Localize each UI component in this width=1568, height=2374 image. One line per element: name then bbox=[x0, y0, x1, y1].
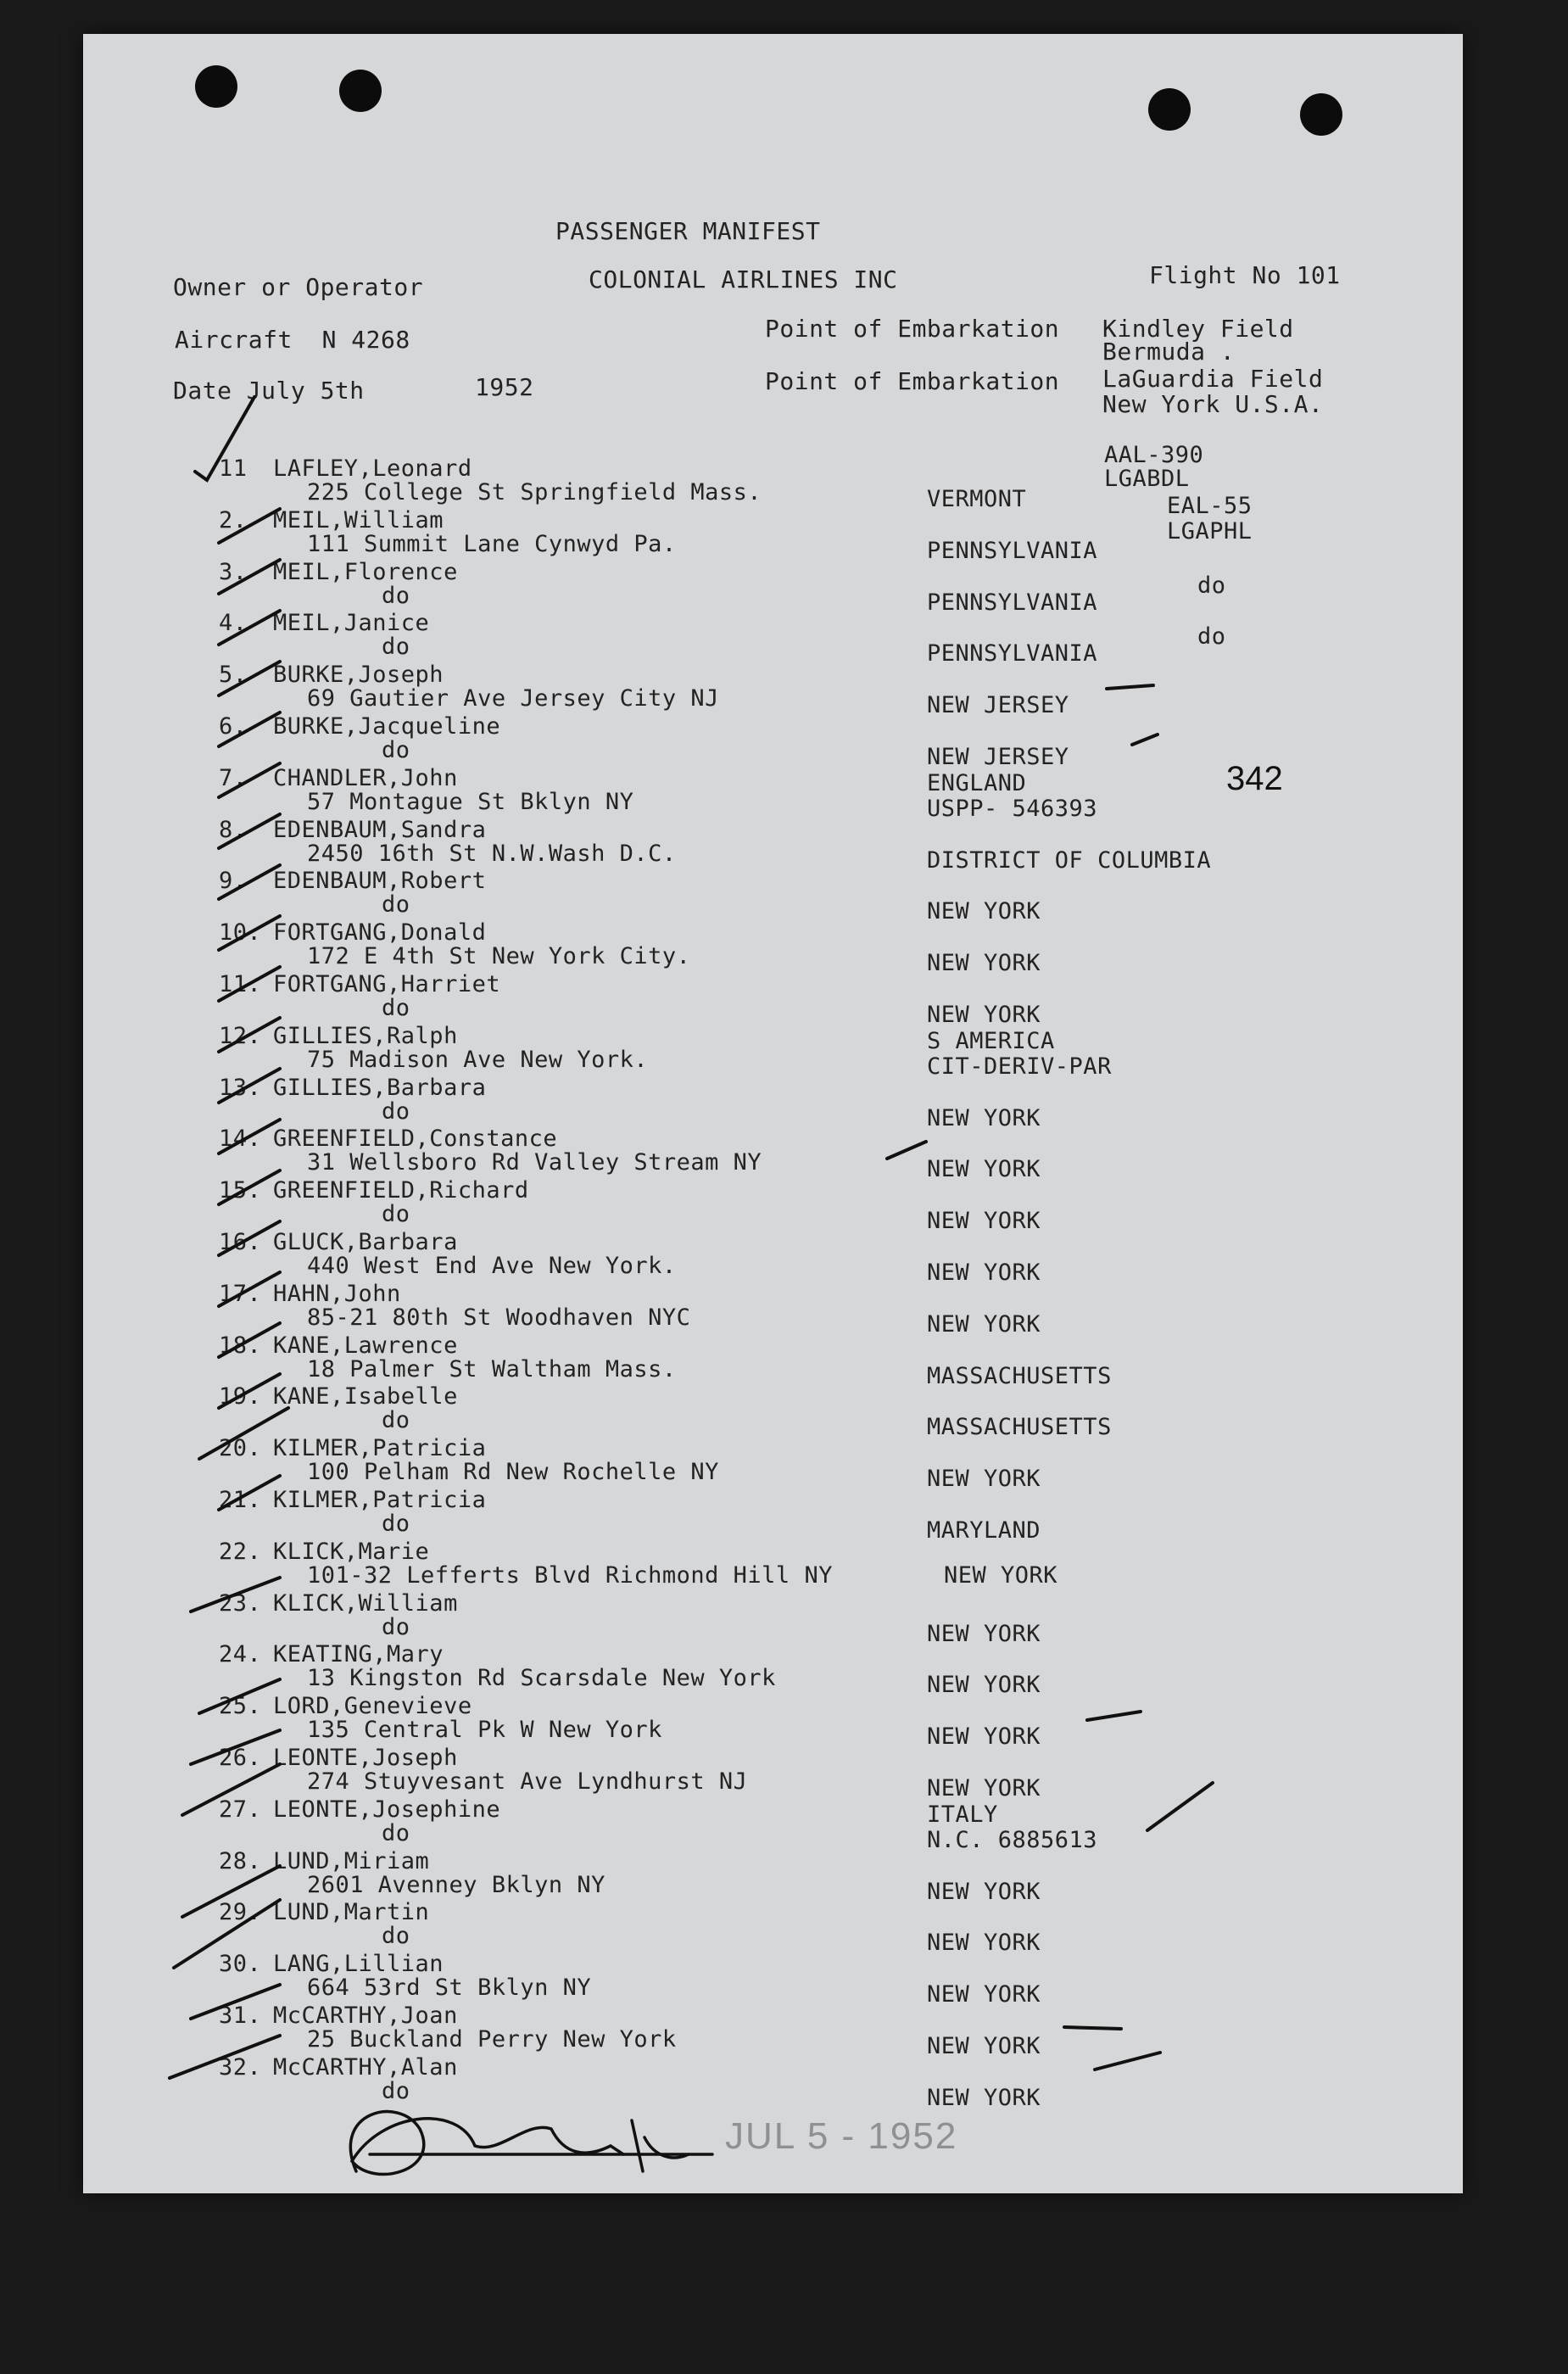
passenger-name: LAFLEY,Leonard bbox=[273, 455, 472, 482]
passenger-state: NEW YORK bbox=[927, 950, 1041, 977]
passenger-number: 22. bbox=[219, 1538, 262, 1565]
passenger-name: KILMER,Patricia bbox=[273, 1487, 487, 1513]
passenger-state: NEW YORK bbox=[927, 898, 1041, 925]
passenger-state: PENNSYLVANIA bbox=[927, 589, 1098, 616]
passenger-number: 7. bbox=[219, 764, 248, 791]
passenger-state: NEW YORK bbox=[927, 1104, 1041, 1131]
passenger-name: EDENBAUM,Robert bbox=[273, 868, 487, 895]
aircraft: Aircraft N 4268 bbox=[175, 326, 410, 354]
passenger-address: 69 Gautier Ave Jersey City NJ bbox=[307, 685, 719, 712]
passenger-state: NEW YORK bbox=[927, 1156, 1041, 1183]
passenger-address: 2601 Avenney Bklyn NY bbox=[307, 1871, 605, 1898]
passenger-address: do bbox=[382, 737, 410, 763]
passenger-number: 2. bbox=[219, 506, 248, 533]
code: EAL-55 bbox=[1167, 493, 1253, 519]
passenger-number: 23. bbox=[219, 1589, 262, 1617]
passenger-name: GILLIES,Ralph bbox=[273, 1022, 458, 1049]
passenger-name: FORTGANG,Harriet bbox=[273, 971, 501, 997]
passenger-name: GREENFIELD,Constance bbox=[273, 1126, 558, 1153]
passenger-number: 15. bbox=[219, 1177, 262, 1204]
passenger-state: NEW YORK bbox=[927, 1002, 1041, 1028]
passenger-number: 27. bbox=[219, 1796, 262, 1823]
passenger-address: 135 Central Pk W New York bbox=[307, 1717, 662, 1744]
passenger-address: do bbox=[382, 1511, 410, 1537]
passenger-state: DISTRICT OF COLUMBIA bbox=[927, 846, 1212, 874]
passenger-address: 172 E 4th St New York City. bbox=[307, 943, 691, 970]
passenger-address: do bbox=[382, 1923, 410, 1950]
flight-number: Flight No 101 bbox=[1149, 261, 1341, 289]
passenger-name: GREENFIELD,Richard bbox=[273, 1177, 529, 1204]
passenger-state: NEW YORK bbox=[927, 1310, 1041, 1338]
embark-value-2b: New York U.S.A. bbox=[1102, 390, 1324, 418]
passenger-address: 101-32 Lefferts Blvd Richmond Hill NY bbox=[307, 1561, 833, 1589]
passenger-state: NEW YORK bbox=[927, 1466, 1041, 1493]
passenger-name: HAHN,John bbox=[273, 1280, 401, 1307]
passenger-number: 12. bbox=[219, 1022, 262, 1049]
passenger-number: 11. bbox=[219, 971, 262, 997]
passenger-address: 225 College St Springfield Mass. bbox=[307, 479, 762, 506]
passenger-name: KEATING,Mary bbox=[273, 1641, 444, 1668]
passenger-state: NEW YORK bbox=[927, 1723, 1041, 1751]
passenger-name: KANE,Lawrence bbox=[273, 1332, 458, 1359]
passenger-number: 4. bbox=[219, 610, 248, 637]
punch-hole bbox=[1300, 93, 1342, 136]
passenger-state: ENGLAND bbox=[927, 769, 1027, 796]
passenger-number: 16. bbox=[219, 1229, 262, 1255]
passenger-name: McCARTHY,Alan bbox=[273, 2053, 458, 2081]
passenger-state: NEW YORK bbox=[927, 1775, 1041, 1801]
passenger-number: 18. bbox=[219, 1332, 262, 1359]
passenger-address: 2450 16th St N.W.Wash D.C. bbox=[307, 840, 677, 867]
passenger-address: 25 Buckland Perry New York bbox=[307, 2026, 677, 2053]
passenger-number: 10. bbox=[219, 919, 262, 947]
passenger-name: LUND,Miriam bbox=[273, 1847, 430, 1874]
passenger-address: do bbox=[382, 1201, 410, 1228]
passenger-name: LORD,Genevieve bbox=[273, 1693, 472, 1720]
passenger-address: do bbox=[382, 1407, 410, 1434]
passenger-address: 440 West End Ave New York. bbox=[307, 1253, 677, 1279]
passenger-name: MEIL,Janice bbox=[273, 610, 430, 637]
passenger-name: GLUCK,Barbara bbox=[273, 1229, 458, 1255]
passenger-number: 21. bbox=[219, 1487, 262, 1513]
passenger-number: 24. bbox=[219, 1641, 262, 1668]
embark-value-1b: Bermuda . bbox=[1102, 338, 1236, 366]
passenger-name: MEIL,William bbox=[273, 506, 444, 533]
code: AAL-390 bbox=[1104, 442, 1204, 468]
year: 1952 bbox=[475, 373, 534, 401]
passenger-state: NEW YORK bbox=[927, 1878, 1041, 1905]
passenger-number: 17. bbox=[219, 1280, 262, 1307]
passenger-address: do bbox=[382, 891, 410, 919]
passenger-name: CHANDLER,John bbox=[273, 764, 458, 791]
passenger-number: 30. bbox=[219, 1951, 262, 1978]
date-stamp: JUL 5 - 1952 bbox=[725, 2115, 958, 2157]
passenger-number: 26. bbox=[219, 1745, 262, 1771]
passenger-state: NEW YORK bbox=[927, 1672, 1041, 1699]
passenger-number: 13. bbox=[219, 1074, 262, 1101]
passenger-state-detail: N.C. 6885613 bbox=[927, 1826, 1098, 1853]
passenger-state: NEW YORK bbox=[927, 2084, 1041, 2111]
passenger-name: KLICK,William bbox=[273, 1589, 458, 1617]
passenger-address: 57 Montague St Bklyn NY bbox=[307, 788, 634, 815]
passenger-name: MEIL,Florence bbox=[273, 558, 458, 585]
passenger-state: PENNSYLVANIA bbox=[927, 537, 1098, 564]
passenger-state-detail: CIT-DERIV-PAR bbox=[927, 1053, 1112, 1080]
passenger-number: 11 bbox=[219, 455, 248, 482]
passenger-address: 100 Pelham Rd New Rochelle NY bbox=[307, 1459, 719, 1486]
page-title: PASSENGER MANIFEST bbox=[555, 217, 821, 245]
passenger-address: do bbox=[382, 2077, 410, 2104]
passenger-name: GILLIES,Barbara bbox=[273, 1074, 487, 1101]
passenger-address: do bbox=[382, 582, 410, 609]
passenger-state-detail: USPP- 546393 bbox=[927, 795, 1098, 822]
passenger-name: KILMER,Patricia bbox=[273, 1435, 487, 1462]
passenger-name: LANG,Lillian bbox=[273, 1951, 444, 1978]
passenger-address: 111 Summit Lane Cynwyd Pa. bbox=[307, 530, 677, 557]
passenger-number: 29. bbox=[219, 1899, 262, 1926]
passenger-state: MARYLAND bbox=[927, 1517, 1041, 1544]
passenger-address: 31 Wellsboro Rd Valley Stream NY bbox=[307, 1149, 762, 1176]
passenger-state: ITALY bbox=[927, 1801, 998, 1828]
passenger-number: 19. bbox=[219, 1383, 262, 1410]
passenger-number: 28. bbox=[219, 1847, 262, 1874]
passenger-address: do bbox=[382, 995, 410, 1021]
passenger-name: EDENBAUM,Sandra bbox=[273, 816, 487, 843]
passenger-number: 14. bbox=[219, 1126, 262, 1153]
passenger-name: BURKE,Jacqueline bbox=[273, 713, 501, 740]
code: LGAPHL bbox=[1167, 518, 1253, 545]
passenger-name: LEONTE,Joseph bbox=[273, 1745, 458, 1771]
passenger-state: NEW YORK bbox=[927, 1208, 1041, 1235]
passenger-number: 32. bbox=[219, 2053, 262, 2081]
passenger-address: 85-21 80th St Woodhaven NYC bbox=[307, 1304, 691, 1331]
code: LGABDL bbox=[1104, 466, 1190, 492]
passenger-number: 6. bbox=[219, 713, 248, 740]
passenger-state: PENNSYLVANIA bbox=[927, 640, 1098, 668]
punch-hole bbox=[1148, 88, 1191, 131]
owner-value: COLONIAL AIRLINES INC bbox=[589, 265, 898, 293]
passenger-state: NEW YORK bbox=[927, 1981, 1041, 2008]
passenger-address: 13 Kingston Rd Scarsdale New York bbox=[307, 1665, 776, 1692]
punch-hole bbox=[339, 70, 382, 112]
passenger-state: NEW JERSEY bbox=[927, 692, 1069, 719]
passenger-address: do bbox=[382, 1819, 410, 1846]
owner-label: Owner or Operator bbox=[173, 273, 424, 301]
embark-label-2: Point of Embarkation bbox=[765, 367, 1060, 395]
passenger-number: 3. bbox=[219, 558, 248, 585]
passenger-state: NEW YORK bbox=[927, 1620, 1041, 1647]
passenger-state: NEW YORK bbox=[944, 1561, 1058, 1589]
passenger-address: 18 Palmer St Waltham Mass. bbox=[307, 1355, 677, 1383]
ditto: do bbox=[1197, 573, 1226, 599]
passenger-name: KANE,Isabelle bbox=[273, 1383, 458, 1410]
passenger-address: 75 Madison Ave New York. bbox=[307, 1046, 649, 1073]
passenger-name: KLICK,Marie bbox=[273, 1538, 430, 1565]
passenger-name: FORTGANG,Donald bbox=[273, 919, 487, 947]
passenger-number: 9. bbox=[219, 868, 248, 895]
passenger-state: VERMONT bbox=[927, 486, 1027, 512]
passenger-number: 20. bbox=[219, 1435, 262, 1462]
passenger-state: NEW JERSEY bbox=[927, 744, 1069, 770]
passenger-name: BURKE,Joseph bbox=[273, 662, 444, 689]
passenger-number: 25. bbox=[219, 1693, 262, 1720]
passenger-state: NEW YORK bbox=[927, 1260, 1041, 1286]
passenger-state: S AMERICA bbox=[927, 1027, 1055, 1054]
passenger-address: 274 Stuyvesant Ave Lyndhurst NJ bbox=[307, 1768, 748, 1795]
passenger-state: NEW YORK bbox=[927, 1930, 1041, 1957]
embark-value-2a: LaGuardia Field bbox=[1102, 365, 1324, 393]
date: Date July 5th bbox=[173, 377, 365, 405]
passenger-number: 31. bbox=[219, 2003, 262, 2029]
passenger-name: McCARTHY,Joan bbox=[273, 2003, 458, 2029]
passenger-address: do bbox=[382, 1098, 410, 1125]
embark-value-1a: Kindley Field bbox=[1102, 315, 1294, 343]
passenger-address: do bbox=[382, 634, 410, 661]
handwritten-number: 342 bbox=[1226, 760, 1283, 797]
passenger-name: LEONTE,Josephine bbox=[273, 1796, 501, 1823]
embark-label-1: Point of Embarkation bbox=[765, 315, 1060, 343]
passenger-address: do bbox=[382, 1613, 410, 1640]
passenger-state: MASSACHUSETTS bbox=[927, 1414, 1112, 1441]
passenger-name: LUND,Martin bbox=[273, 1899, 430, 1926]
passenger-number: 5. bbox=[219, 662, 248, 689]
punch-hole bbox=[195, 65, 237, 108]
passenger-address: 664 53rd St Bklyn NY bbox=[307, 1975, 592, 2002]
passenger-state: MASSACHUSETTS bbox=[927, 1362, 1112, 1389]
passenger-state: NEW YORK bbox=[927, 2033, 1041, 2059]
passenger-number: 8. bbox=[219, 816, 248, 843]
ditto: do bbox=[1197, 623, 1226, 650]
